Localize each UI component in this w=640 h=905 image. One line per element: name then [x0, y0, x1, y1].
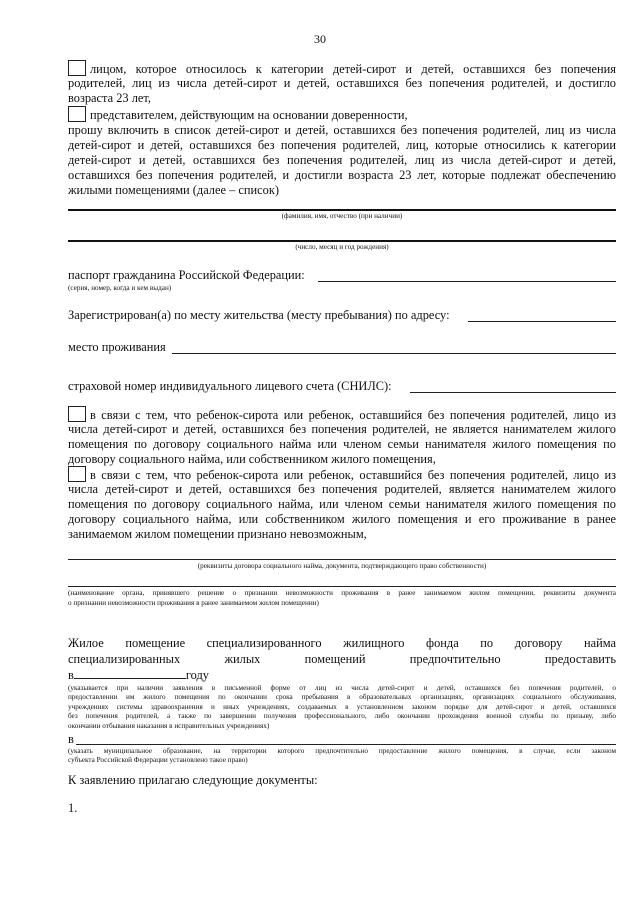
attachment-item-1: 1. [68, 801, 78, 815]
year-field[interactable] [74, 668, 186, 679]
registered-label: Зарегистрирован(а) по месту жительства (месту пребывания) по адресу: [68, 308, 450, 322]
checkbox-representative[interactable] [68, 106, 86, 122]
contract-field[interactable] [68, 559, 616, 560]
fio-field[interactable] [68, 209, 616, 211]
reason2-line3: помещения по договору социального найма, или членом семьи нанимателя жилого помещения по [68, 497, 616, 511]
request-line1: прошу включить в список детей-сирот и детей, оставшихся без попечения родителей, лиц из числа [68, 123, 616, 137]
reason1-line1: в связи с тем, что ребенок-сирота или ребенок, оставшийся без попечения родителей, лицо из [68, 406, 616, 424]
request-line2: детей-сирот и детей, оставшихся без попечения родителей, лиц, которые относились к категории [68, 138, 616, 152]
organ-caption-line1: (наименование органа, принявшего решение о признании невозможности проживания в ранее занимаемом жилом помещении, реквизиты документа [68, 589, 616, 597]
municipality-caption: (указать муниципальное образование, на территории которого предпочтительно предоставление жилого помещения, в случае, если законом субъекта Российской Федерации установлено такое право) [68, 747, 616, 765]
passport-caption: (серия, номер, когда и кем выдан) [68, 284, 172, 292]
request-line5: жилыми помещениями (далее – список) [68, 183, 279, 197]
contract-caption: (реквизиты договора социального найма, документа, подтверждающего право собственности) [197, 562, 487, 570]
option-orphan-line3: возраста 23 лет, [68, 91, 151, 105]
reason2-line5: занимаемом жилом помещении признано невозможным, [68, 527, 367, 541]
option-orphan-line1: лицом, которое относилось к категории детей-сирот и детей, оставшихся без попечения [68, 60, 616, 78]
reason2-line1: в связи с тем, что ребенок-сирота или ребенок, оставшийся без попечения родителей, лицо из [68, 466, 616, 484]
organ-caption-line2: о признании невозможности проживания в ранее занимаемом жилом помещении) [68, 599, 319, 607]
page-number: 30 [314, 32, 326, 46]
municipality-prefix: в [68, 732, 74, 746]
housing-line2: специализированных жилых помещений предпочтительно предоставить [68, 652, 616, 666]
reason1-line3: помещения по договору социального найма или членом семьи нанимателя жилого помещения по [68, 437, 616, 451]
fio-caption: (фамилия, имя, отчество (при наличии) [281, 212, 403, 220]
request-line4: оставшихся без попечения родителей, и достигли возраста 23 лет, которые подлежат обеспечению [68, 168, 616, 182]
attachments-label: К заявлению прилагаю следующие документы: [68, 773, 318, 787]
checkbox-not-tenant[interactable] [68, 406, 86, 422]
dob-caption: (число, месяц и год рождения) [295, 243, 389, 251]
checkbox-orphan[interactable] [68, 60, 86, 76]
passport-label: паспорт гражданина Российской Федерации: [68, 268, 305, 282]
snils-field[interactable] [410, 392, 616, 393]
residence-label: место проживания [68, 340, 166, 354]
municipality-field[interactable] [76, 744, 616, 745]
housing-year-row: в году [68, 668, 209, 682]
snils-label: страховой номер индивидуального лицевого счета (СНИЛС): [68, 379, 392, 393]
reason2-line2: числа детей-сирот и детей, оставшихся без попечения родителей, является нанимателем жилого [68, 482, 616, 496]
option-orphan-line2: родителей, лиц из числа детей-сирот и детей, оставшихся без попечения родителей, и достигло [68, 76, 616, 90]
registered-field[interactable] [468, 321, 616, 322]
reason2-line4: договору социального найма, или собственником жилого помещения и его проживание в ранее [68, 512, 616, 526]
reason1-line2: числа детей-сирот и детей, оставшихся без попечения родителей, не является нанимателем жилого [68, 422, 616, 436]
year-caption: (указывается при наличии заявления в письменной форме от лиц из числа детей-сирот и детей, оставшихся без попечения родителей, о предоставлении им жилого помещения по окончании срока пребывания в образовательных организациях, организациях социального обслуживания, учреждениях системы здравоохранения и иных учреждениях, создаваемых в установленном законом порядке для детей-сирот и детей, оставшихся без попечения родителей, а также по завершении получения профессионального, либо окончании прохождения военной службы по призыву, либо окончании отбывания наказания в исправительных учреждениях) [68, 684, 616, 730]
request-line3: детей-сирот и детей, оставшихся без попечения родителей, лиц из числа детей-сирот и детей, [68, 153, 616, 167]
passport-field[interactable] [318, 281, 616, 282]
organ-field[interactable] [68, 586, 616, 587]
option-representative: представителем, действующим на основании доверенности, [68, 106, 408, 124]
housing-line1: Жилое помещение специализированного жилищного фонда по договору найма [68, 636, 616, 650]
dob-field[interactable] [68, 240, 616, 242]
checkbox-tenant-impossible[interactable] [68, 466, 86, 482]
residence-field[interactable] [172, 353, 616, 354]
reason1-line4: договору социального найма, или собственником жилого помещения, [68, 452, 436, 466]
